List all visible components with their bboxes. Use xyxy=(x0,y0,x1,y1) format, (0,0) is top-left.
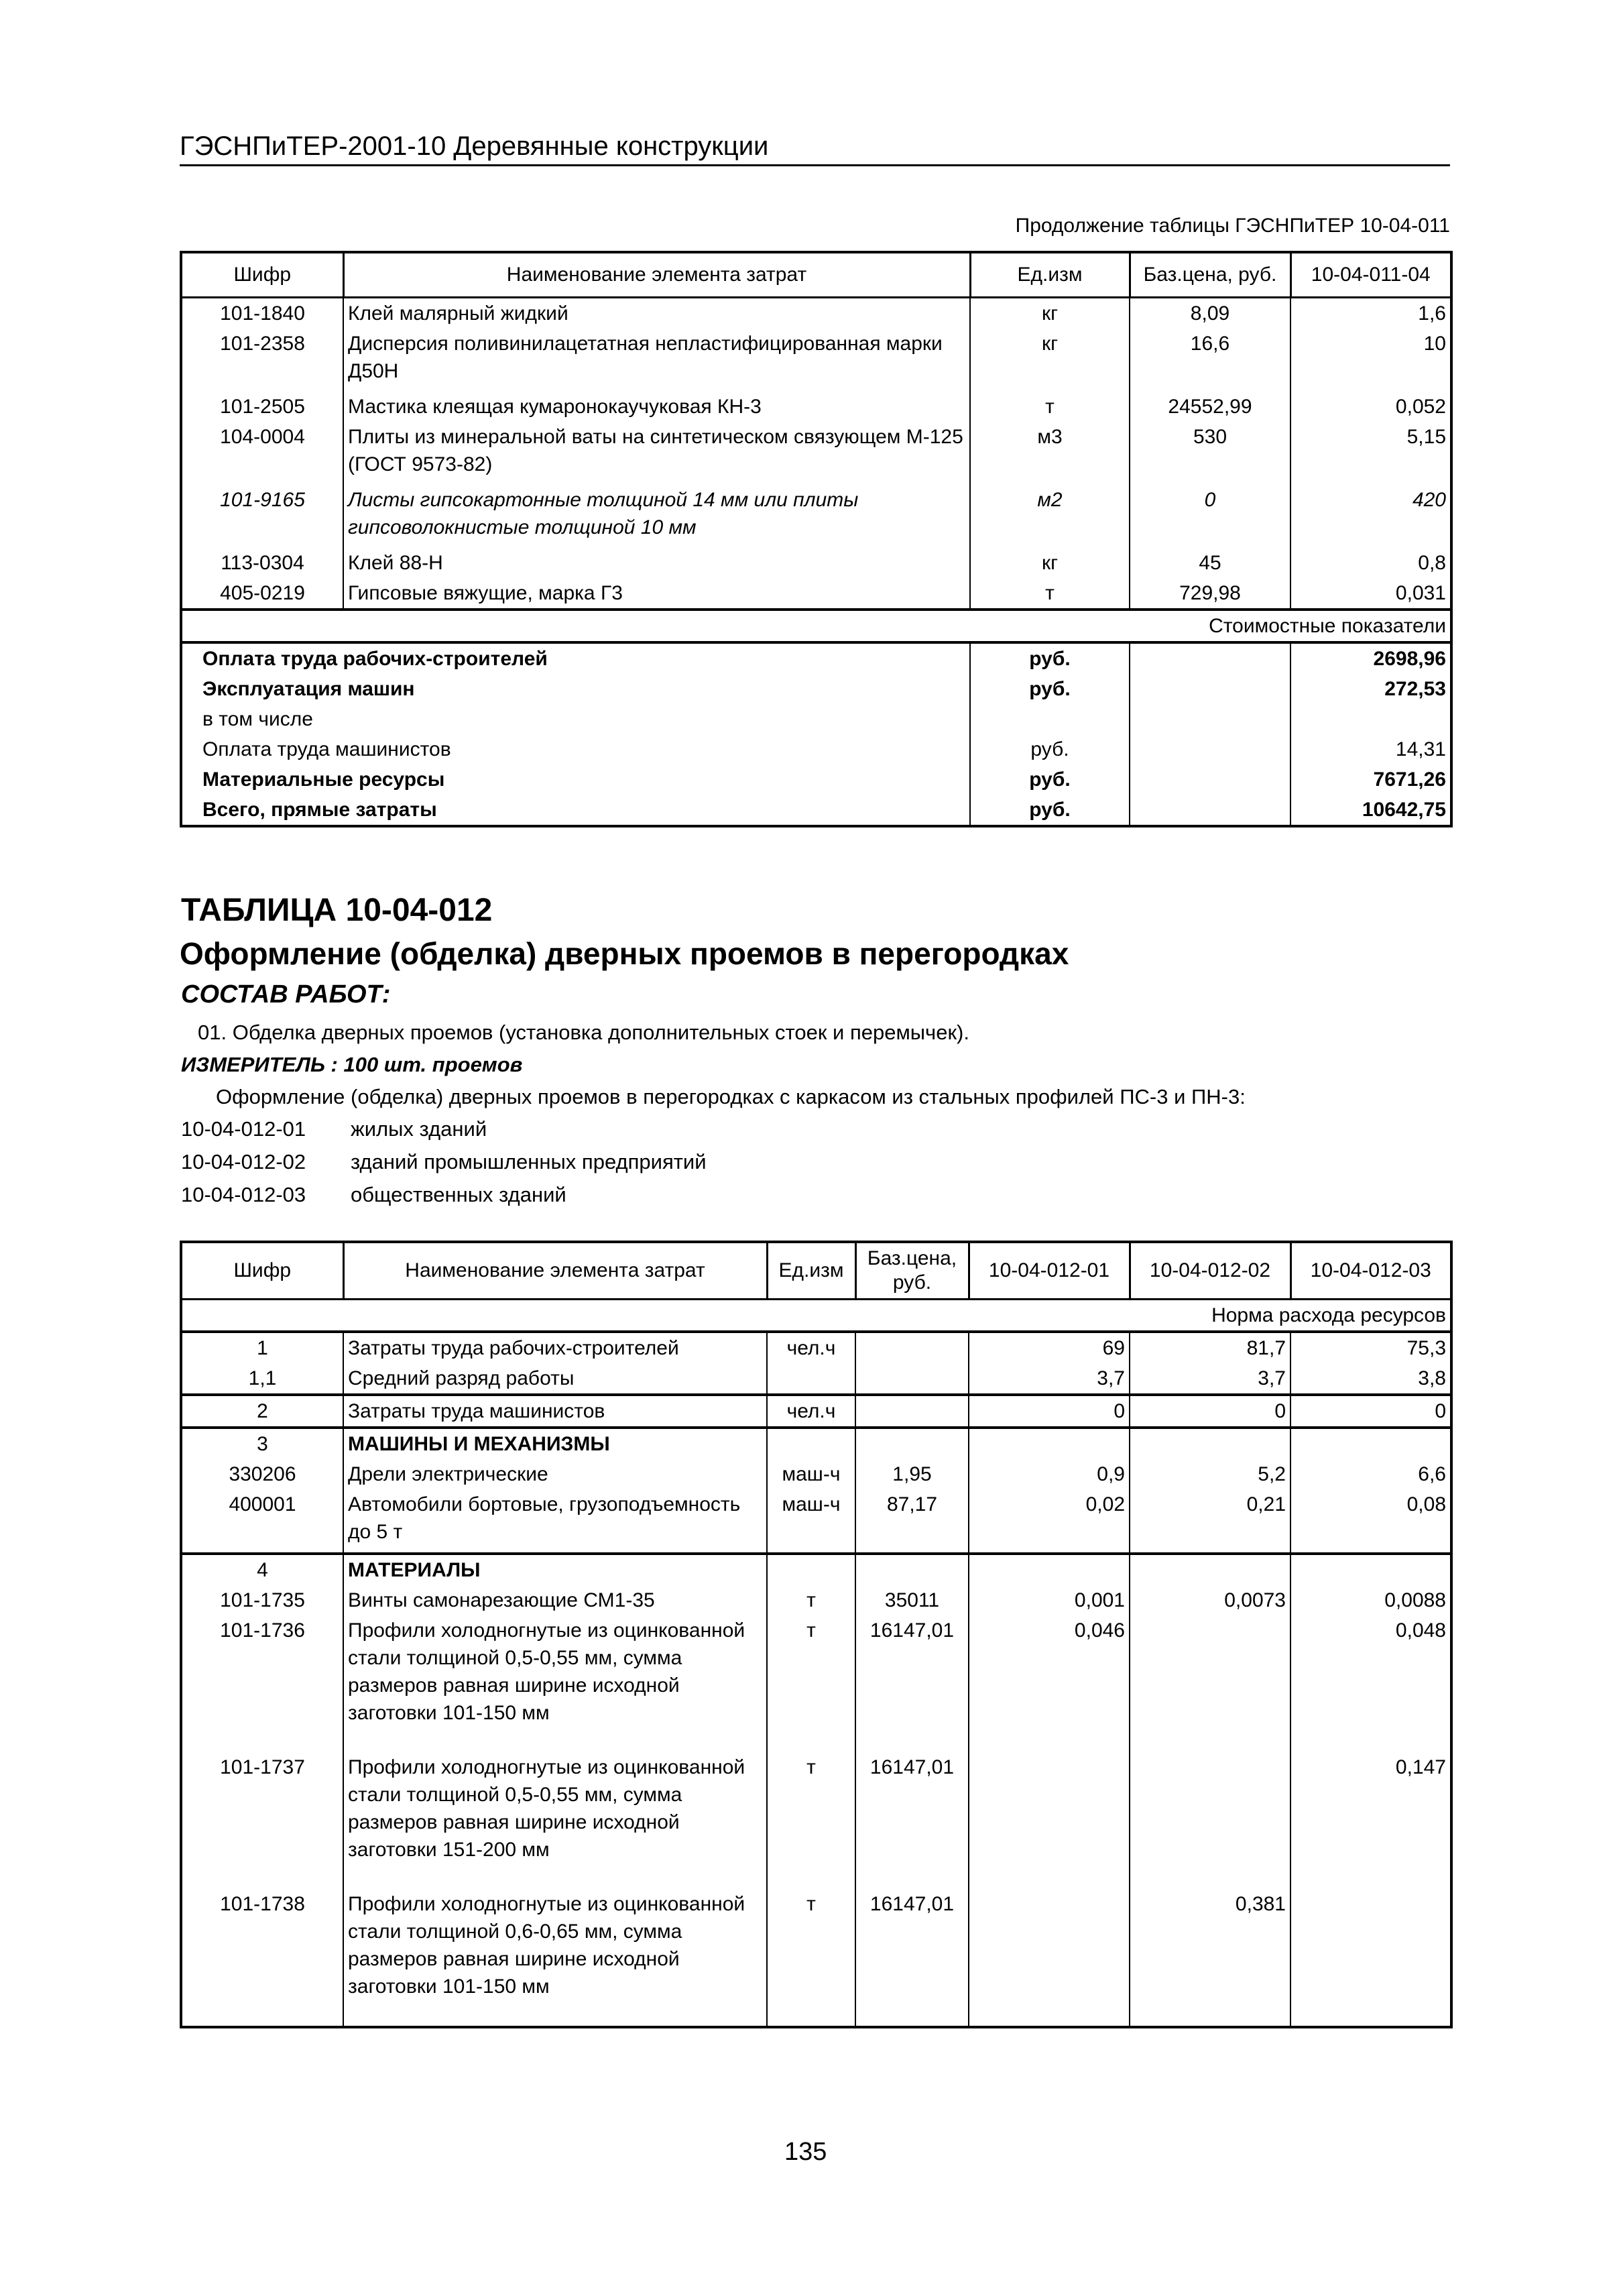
cost-value: 2698,96 xyxy=(1290,642,1451,674)
table-cell: 0,02 xyxy=(969,1489,1130,1554)
table-cell xyxy=(969,1752,1130,1889)
table-cell: т xyxy=(767,1889,855,2027)
table-cell: 400001 xyxy=(181,1489,343,1554)
table-cell: 1,95 xyxy=(855,1459,969,1489)
table-row xyxy=(181,1489,1451,1554)
table-row xyxy=(181,1554,1451,1585)
cost-row xyxy=(181,642,1451,674)
page-number: 135 xyxy=(784,2138,827,2166)
table-row xyxy=(181,1459,1451,1489)
column-header: Баз.цена, руб. xyxy=(1130,252,1290,298)
column-header: Наименование элемента затрат xyxy=(343,1242,767,1300)
section-row xyxy=(181,1300,1451,1332)
table-cell: 6,6 xyxy=(1290,1459,1451,1489)
cost-label: Материальные ресурсы xyxy=(181,764,970,795)
table-row xyxy=(181,1363,1451,1395)
cost-label: в том числе xyxy=(181,704,970,734)
table-cell: 0,052 xyxy=(1290,392,1451,422)
table-row xyxy=(181,1752,1451,1889)
table-10-04-011 xyxy=(180,251,1453,827)
table-cell: 0,8 xyxy=(1290,548,1451,578)
cost-label: Оплата труда рабочих-строителей xyxy=(181,642,970,674)
table-cell: т xyxy=(767,1585,855,1615)
table-cell: 101-2505 xyxy=(181,392,343,422)
table-cell: 0,08 xyxy=(1290,1489,1451,1554)
meter: ИЗМЕРИТЕЛЬ : 100 шт. проемов xyxy=(181,1053,523,1076)
cost-label: Оплата труда машинистов xyxy=(181,734,970,764)
table-cell: 0 xyxy=(1130,485,1290,548)
table-row xyxy=(181,329,1451,392)
table-cell: 3,7 xyxy=(969,1363,1130,1395)
cost-unit: руб. xyxy=(970,795,1130,826)
table-cell: т xyxy=(970,392,1130,422)
table-cell: 75,3 xyxy=(1290,1332,1451,1363)
empty-cell xyxy=(1130,734,1290,764)
table-cell: 104-0004 xyxy=(181,422,343,485)
table-cell: 405-0219 xyxy=(181,578,343,610)
table-10-04-012 xyxy=(180,1241,1453,2028)
table-cell: Профили холодногнутые из оцинкованной стали толщиной 0,5-0,55 мм, сумма размеров равная ширине исходной заготовки 101-150 мм xyxy=(343,1615,767,1752)
table-cell: 530 xyxy=(1130,422,1290,485)
table-cell: Дрели электрические xyxy=(343,1459,767,1489)
table-cell xyxy=(1130,1428,1290,1459)
table-cell: 0 xyxy=(969,1395,1130,1428)
table-cell: 0,031 xyxy=(1290,578,1451,610)
table-cell xyxy=(1130,1554,1290,1585)
table-cell: 101-1735 xyxy=(181,1585,343,1615)
table-cell: 5,15 xyxy=(1290,422,1451,485)
table-subtitle: Оформление (обделка) дверных проемов в перегородках xyxy=(180,936,1069,971)
table-cell: 729,98 xyxy=(1130,578,1290,610)
table-cell: маш-ч xyxy=(767,1489,855,1554)
table-cell: Затраты труда рабочих-строителей xyxy=(343,1332,767,1363)
table-cell: Винты самонарезающие СМ1-35 xyxy=(343,1585,767,1615)
cost-unit: руб. xyxy=(970,734,1130,764)
section-label: Стоимостные показатели xyxy=(181,610,1451,642)
table-row xyxy=(181,548,1451,578)
table-cell: 0,0088 xyxy=(1290,1585,1451,1615)
table-cell: 2 xyxy=(181,1395,343,1428)
empty-cell xyxy=(1130,704,1290,734)
table-title: ТАБЛИЦА 10-04-012 xyxy=(181,893,493,928)
variant-code: 10-04-012-01 xyxy=(181,1117,306,1141)
table-cell xyxy=(855,1428,969,1459)
variant-name: зданий промышленных предприятий xyxy=(351,1150,707,1173)
table-row xyxy=(181,578,1451,610)
table-cell: 16,6 xyxy=(1130,329,1290,392)
table-row xyxy=(181,1332,1451,1363)
variant-code: 10-04-012-03 xyxy=(181,1183,306,1206)
table-cell xyxy=(1290,1428,1451,1459)
column-header: Ед.изм xyxy=(767,1242,855,1300)
table-cell: Клей 88-Н xyxy=(343,548,970,578)
table-cell: 0,147 xyxy=(1290,1752,1451,1889)
table-cell: Профили холодногнутые из оцинкованной стали толщиной 0,6-0,65 мм, сумма размеров равная ширине исходной заготовки 101-150 мм xyxy=(343,1889,767,2027)
table-cell: 4 xyxy=(181,1554,343,1585)
table-cell: Клей малярный жидкий xyxy=(343,298,970,329)
table-row xyxy=(181,392,1451,422)
table-cell: м2 xyxy=(970,485,1130,548)
column-header: 10-04-012-03 xyxy=(1290,1242,1451,1300)
table-cell: 101-1737 xyxy=(181,1752,343,1889)
work-label: СОСТАВ РАБОТ: xyxy=(181,980,391,1009)
column-header: 10-04-012-02 xyxy=(1130,1242,1290,1300)
table-cell: МАШИНЫ И МЕХАНИЗМЫ xyxy=(343,1428,767,1459)
table-cell: 1,6 xyxy=(1290,298,1451,329)
table-row xyxy=(181,1615,1451,1752)
table-row xyxy=(181,422,1451,485)
cost-value: 10642,75 xyxy=(1290,795,1451,826)
table-cell: 0,0073 xyxy=(1130,1585,1290,1615)
table-cell: 0,381 xyxy=(1130,1889,1290,2027)
empty-cell xyxy=(1130,764,1290,795)
section-row xyxy=(181,610,1451,642)
table-cell xyxy=(1290,1554,1451,1585)
table-cell xyxy=(1130,1752,1290,1889)
table-cell: 101-1736 xyxy=(181,1615,343,1752)
table-row xyxy=(181,298,1451,329)
table-cell xyxy=(969,1428,1130,1459)
table-cell: Гипсовые вяжущие, марка Г3 xyxy=(343,578,970,610)
variant-name: общественных зданий xyxy=(351,1183,566,1206)
cost-unit: руб. xyxy=(970,764,1130,795)
continuation-caption: Продолжение таблицы ГЭСНПиТЕР 10-04-011 xyxy=(1015,215,1450,237)
table-cell: 0 xyxy=(1130,1395,1290,1428)
column-header: Ед.изм xyxy=(970,252,1130,298)
table-cell: чел.ч xyxy=(767,1395,855,1428)
table-cell: 101-1840 xyxy=(181,298,343,329)
table-cell xyxy=(855,1554,969,1585)
cost-row xyxy=(181,764,1451,795)
table-cell: 16147,01 xyxy=(855,1615,969,1752)
table-cell: 87,17 xyxy=(855,1489,969,1554)
table-cell: 0 xyxy=(1290,1395,1451,1428)
table-cell: 1 xyxy=(181,1332,343,1363)
empty-cell xyxy=(1130,674,1290,704)
table-cell: 0,9 xyxy=(969,1459,1130,1489)
table-cell: 16147,01 xyxy=(855,1752,969,1889)
column-header: Шифр xyxy=(181,252,343,298)
table-cell: 3 xyxy=(181,1428,343,1459)
table-cell: Плиты из минеральной ваты на синтетическом связующем М-125 (ГОСТ 9573-82) xyxy=(343,422,970,485)
table-cell: Профили холодногнутые из оцинкованной стали толщиной 0,5-0,55 мм, сумма размеров равная ширине исходной заготовки 151-200 мм xyxy=(343,1752,767,1889)
table-cell: маш-ч xyxy=(767,1459,855,1489)
table-cell: 45 xyxy=(1130,548,1290,578)
table-cell: 420 xyxy=(1290,485,1451,548)
column-header: 10-04-012-01 xyxy=(969,1242,1130,1300)
table-row xyxy=(181,1428,1451,1459)
table-cell: т xyxy=(767,1615,855,1752)
table-cell xyxy=(767,1554,855,1585)
cost-value xyxy=(1290,704,1451,734)
table-cell: 0,048 xyxy=(1290,1615,1451,1752)
table-cell: 3,7 xyxy=(1130,1363,1290,1395)
table-cell: Листы гипсокартонные толщиной 14 мм или плиты гипсоволокнистые толщиной 10 мм xyxy=(343,485,970,548)
table-cell: 24552,99 xyxy=(1130,392,1290,422)
table-row xyxy=(181,1585,1451,1615)
table-cell xyxy=(1130,1615,1290,1752)
cost-row xyxy=(181,674,1451,704)
column-header: Баз.цена, руб. xyxy=(855,1242,969,1300)
table-cell: м3 xyxy=(970,422,1130,485)
table-cell: 10 xyxy=(1290,329,1451,392)
variant-name: жилых зданий xyxy=(351,1117,487,1141)
work-item: 01. Обделка дверных проемов (установка дополнительных стоек и перемычек). xyxy=(198,1021,969,1044)
table-cell: 3,8 xyxy=(1290,1363,1451,1395)
table-cell: т xyxy=(767,1752,855,1889)
table-cell: 1,1 xyxy=(181,1363,343,1395)
description: Оформление (обделка) дверных проемов в перегородках с каркасом из стальных профилей ПС-3 и ПН-3: xyxy=(216,1085,1246,1108)
table-cell xyxy=(855,1363,969,1395)
table-cell: 101-1738 xyxy=(181,1889,343,2027)
table-cell xyxy=(969,1889,1130,2027)
table-cell xyxy=(855,1395,969,1428)
cost-unit: руб. xyxy=(970,674,1130,704)
table-cell: 0,001 xyxy=(969,1585,1130,1615)
table-row xyxy=(181,1889,1451,2027)
table-cell: Мастика клеящая кумаронокаучуковая КН-3 xyxy=(343,392,970,422)
table-cell: 69 xyxy=(969,1332,1130,1363)
table-cell: чел.ч xyxy=(767,1332,855,1363)
table-cell: 330206 xyxy=(181,1459,343,1489)
table-row xyxy=(181,1395,1451,1428)
empty-cell xyxy=(1130,795,1290,826)
table-cell: Дисперсия поливинилацетатная непластифицированная марки Д50Н xyxy=(343,329,970,392)
table-cell xyxy=(855,1332,969,1363)
cost-unit xyxy=(970,704,1130,734)
table-cell xyxy=(969,1554,1130,1585)
table-cell: 0,21 xyxy=(1130,1489,1290,1554)
table-cell xyxy=(1290,1889,1451,2027)
cost-value: 7671,26 xyxy=(1290,764,1451,795)
cost-row xyxy=(181,795,1451,826)
table-cell: 81,7 xyxy=(1130,1332,1290,1363)
table-cell: 113-0304 xyxy=(181,548,343,578)
column-header: 10-04-011-04 xyxy=(1290,252,1451,298)
cost-row xyxy=(181,734,1451,764)
table-cell: Затраты труда машинистов xyxy=(343,1395,767,1428)
running-header: ГЭСНПиТЕР-2001-10 Деревянные конструкции xyxy=(180,131,1450,166)
cost-unit: руб. xyxy=(970,642,1130,674)
table-cell xyxy=(767,1428,855,1459)
column-header: Наименование элемента затрат xyxy=(343,252,970,298)
table-cell: 35011 xyxy=(855,1585,969,1615)
cost-label: Всего, прямые затраты xyxy=(181,795,970,826)
table-cell: 5,2 xyxy=(1130,1459,1290,1489)
table-cell: 0,046 xyxy=(969,1615,1130,1752)
table-cell: 8,09 xyxy=(1130,298,1290,329)
table-cell: МАТЕРИАЛЫ xyxy=(343,1554,767,1585)
cost-value: 272,53 xyxy=(1290,674,1451,704)
table-cell: кг xyxy=(970,329,1130,392)
table-cell: кг xyxy=(970,298,1130,329)
table-cell: Средний разряд работы xyxy=(343,1363,767,1395)
table-cell: Автомобили бортовые, грузоподъемность до 5 т xyxy=(343,1489,767,1554)
table-cell: 101-2358 xyxy=(181,329,343,392)
table-cell: т xyxy=(970,578,1130,610)
column-header: Шифр xyxy=(181,1242,343,1300)
empty-cell xyxy=(1130,642,1290,674)
cost-label: Эксплуатация машин xyxy=(181,674,970,704)
cost-row xyxy=(181,704,1451,734)
section-label: Норма расхода ресурсов xyxy=(181,1300,1451,1332)
table-cell xyxy=(767,1363,855,1395)
table-cell: 16147,01 xyxy=(855,1889,969,2027)
table-row xyxy=(181,485,1451,548)
cost-value: 14,31 xyxy=(1290,734,1451,764)
table-cell: кг xyxy=(970,548,1130,578)
table-cell: 101-9165 xyxy=(181,485,343,548)
variant-code: 10-04-012-02 xyxy=(181,1150,306,1173)
